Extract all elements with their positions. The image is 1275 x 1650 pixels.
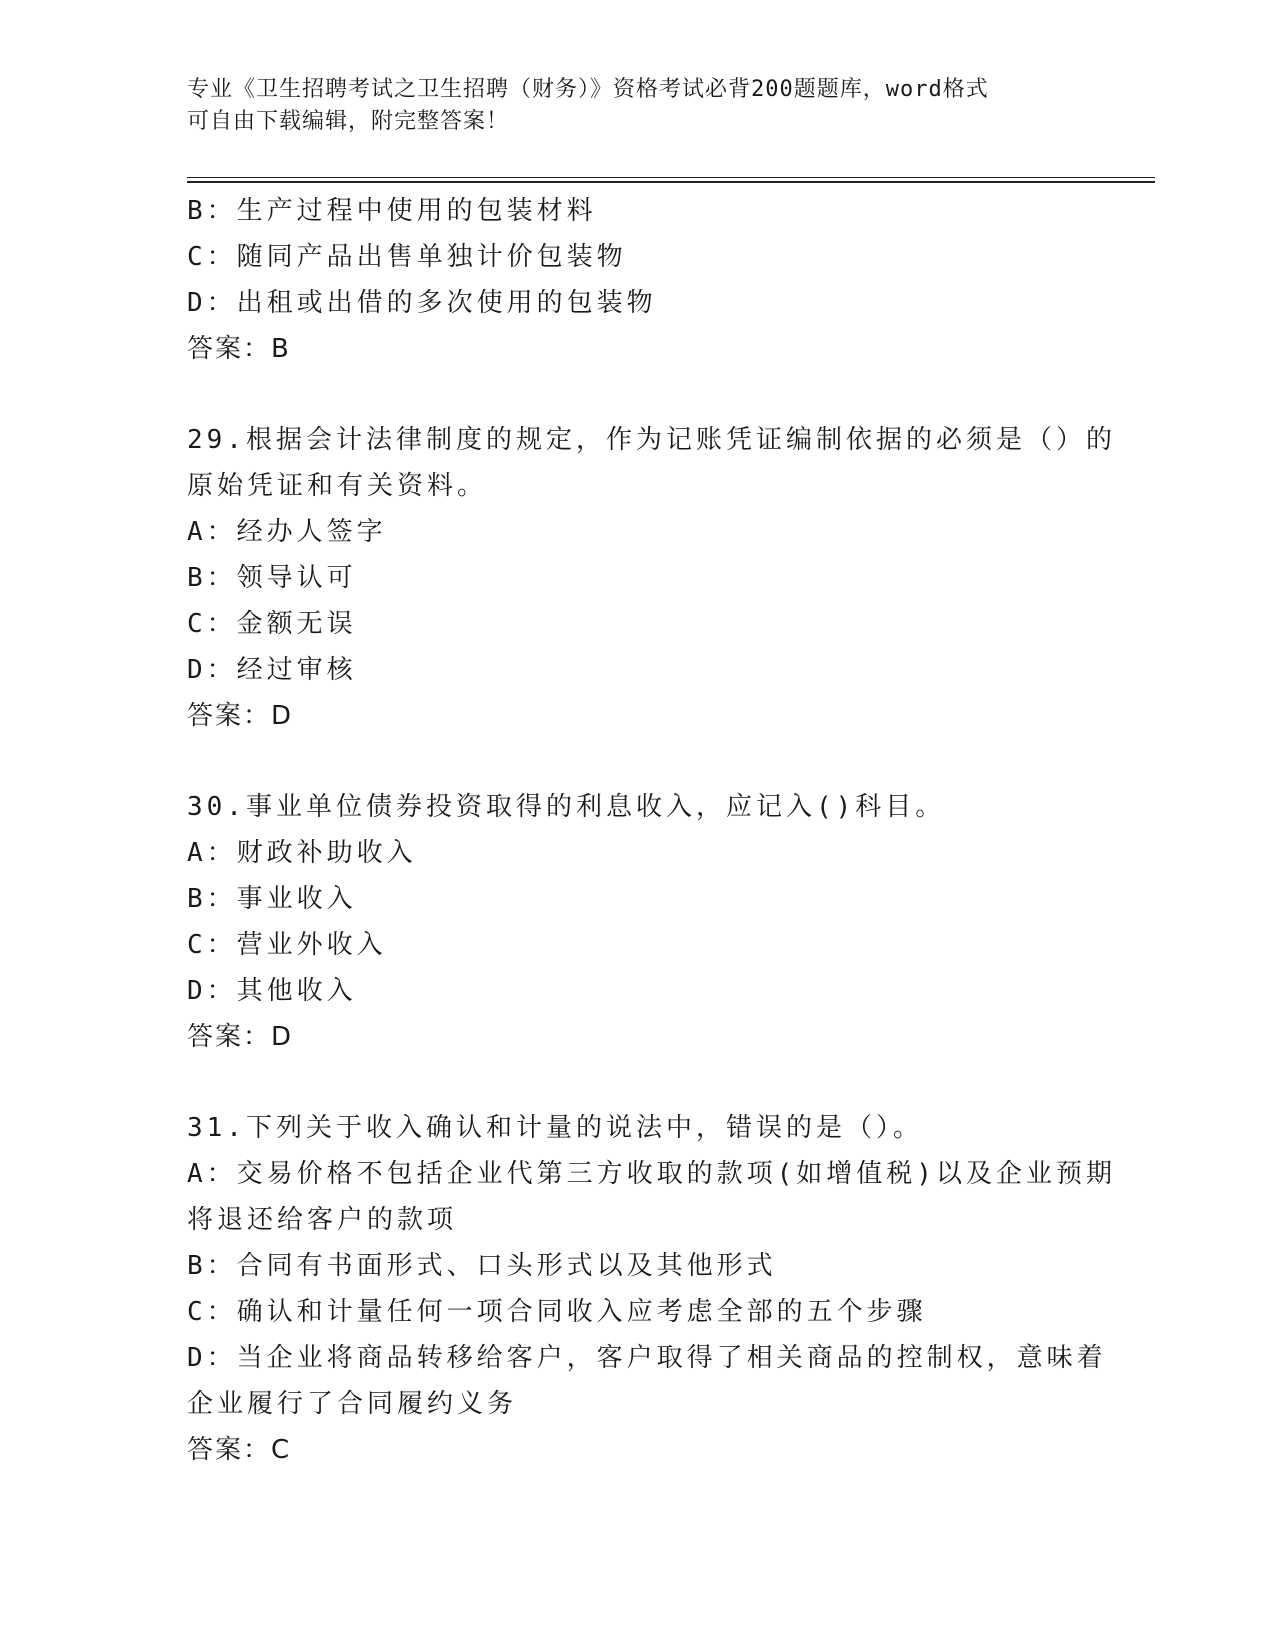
question-block [187, 1105, 1116, 1473]
option-c: C：营业外收入 [187, 930, 387, 960]
question-block [187, 417, 1116, 739]
option-d: D：出租或出借的多次使用的包装物 [187, 288, 657, 318]
option-a: A：交易价格不包括企业代第三方收取的款项(如增值税)以及企业预期 [187, 1159, 1116, 1189]
header-line-2: 可自由下载编辑，附完整答案！ [187, 109, 510, 134]
answer-line: 答案：D [187, 1022, 294, 1052]
option-c: C：金额无误 [187, 609, 357, 639]
question-stem: 29.根据会计法律制度的规定，作为记账凭证编制依据的必须是（）的 [187, 425, 1116, 455]
option-a: A：经办人签字 [187, 517, 387, 547]
document-header [187, 74, 1087, 138]
option-a-cont: 将退还给客户的款项 [187, 1205, 458, 1235]
option-c: C：随同产品出售单独计价包装物 [187, 242, 627, 272]
question-block [187, 188, 1087, 372]
option-b: B：领导认可 [187, 563, 357, 593]
header-line-1: 专业《卫生招聘考试之卫生招聘（财务）》资格考试必背200题题库，word格式 [187, 77, 989, 102]
question-stem: 31.下列关于收入确认和计量的说法中，错误的是（）。 [187, 1113, 923, 1143]
option-a: A：财政补助收入 [187, 838, 417, 868]
question-stem: 30.事业单位债券投资取得的利息收入，应记入()科目。 [187, 792, 946, 822]
option-d-cont: 企业履行了合同履约义务 [187, 1389, 518, 1419]
option-b: B：事业收入 [187, 884, 357, 914]
header-divider-thick [187, 181, 1155, 183]
option-b: B：生产过程中使用的包装材料 [187, 196, 597, 226]
question-gap [187, 739, 1087, 784]
option-b: B：合同有书面形式、口头形式以及其他形式 [187, 1251, 777, 1281]
question-block [187, 784, 1087, 1060]
question-gap [187, 1060, 1087, 1105]
answer-line: 答案：D [187, 701, 294, 731]
option-d: D：当企业将商品转移给客户，客户取得了相关商品的控制权，意味着 [187, 1343, 1107, 1373]
answer-line: 答案：C [187, 1435, 292, 1465]
question-gap [187, 372, 1087, 417]
option-d: D：其他收入 [187, 976, 357, 1006]
answer-line: 答案：B [187, 334, 291, 364]
header-divider-thin [187, 177, 1155, 178]
question-stem-cont: 原始凭证和有关资料。 [187, 471, 488, 501]
option-c: C：确认和计量任何一项合同收入应考虑全部的五个步骤 [187, 1297, 927, 1327]
question-list [187, 188, 1116, 1473]
option-d: D：经过审核 [187, 655, 357, 685]
